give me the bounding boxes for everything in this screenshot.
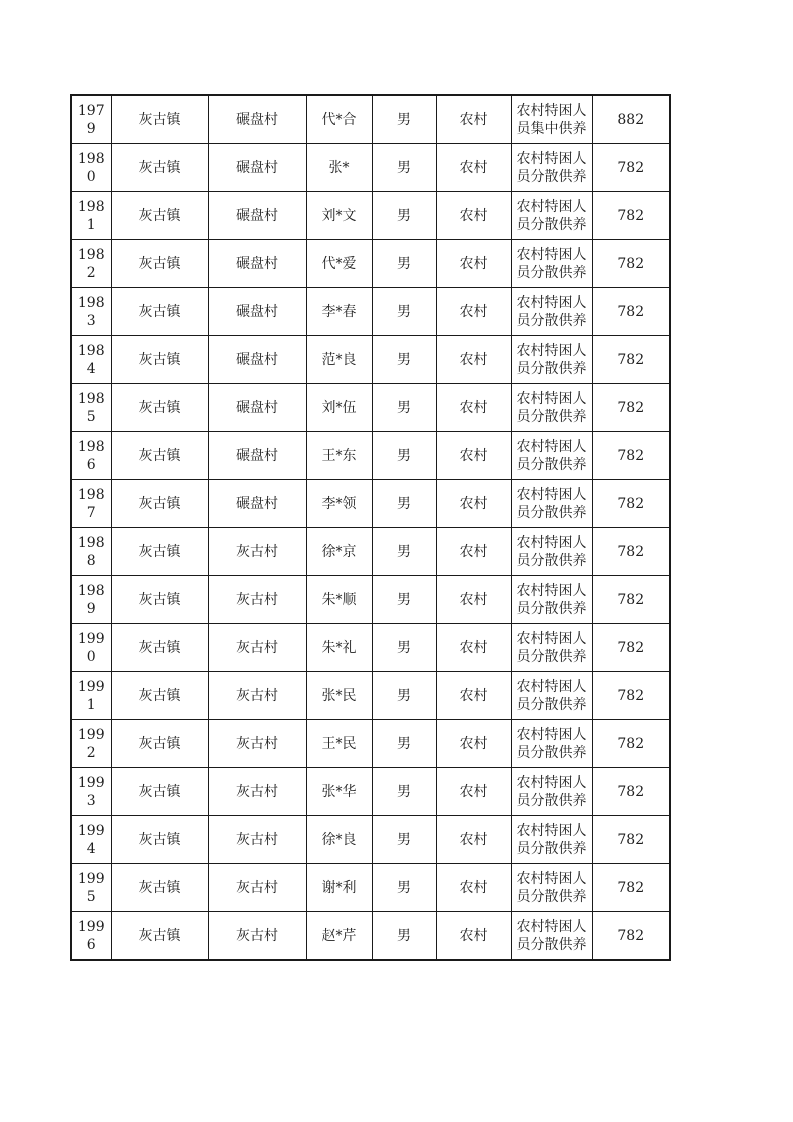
cell-support-category: 农村特困人员分散供养 (511, 192, 592, 240)
cell-support-category: 农村特困人员分散供养 (511, 432, 592, 480)
cell-amount: 882 (592, 95, 670, 144)
cell-village: 灰古村 (208, 768, 306, 816)
cell-region: 农村 (436, 95, 511, 144)
cell-region: 农村 (436, 864, 511, 912)
cell-support-category: 农村特困人员分散供养 (511, 480, 592, 528)
cell-amount: 782 (592, 240, 670, 288)
cell-name: 王*东 (306, 432, 372, 480)
cell-village: 灰古村 (208, 816, 306, 864)
cell-row-number: 1995 (71, 864, 111, 912)
cell-support-category: 农村特困人员分散供养 (511, 672, 592, 720)
cell-amount: 782 (592, 576, 670, 624)
cell-region: 农村 (436, 624, 511, 672)
cell-village: 碾盘村 (208, 288, 306, 336)
cell-row-number: 1991 (71, 672, 111, 720)
cell-amount: 782 (592, 144, 670, 192)
cell-town: 灰古镇 (111, 336, 208, 384)
cell-region: 农村 (436, 480, 511, 528)
cell-amount: 782 (592, 480, 670, 528)
cell-row-number: 1979 (71, 95, 111, 144)
table-row (71, 144, 670, 192)
cell-amount: 782 (592, 288, 670, 336)
cell-name: 朱*顺 (306, 576, 372, 624)
cell-region: 农村 (436, 240, 511, 288)
cell-gender: 男 (372, 480, 436, 528)
cell-region: 农村 (436, 432, 511, 480)
cell-village: 碾盘村 (208, 240, 306, 288)
cell-amount: 782 (592, 528, 670, 576)
cell-name: 徐*京 (306, 528, 372, 576)
cell-village: 碾盘村 (208, 480, 306, 528)
cell-town: 灰古镇 (111, 912, 208, 961)
table-row (71, 672, 670, 720)
cell-region: 农村 (436, 192, 511, 240)
cell-town: 灰古镇 (111, 528, 208, 576)
cell-name: 代*爱 (306, 240, 372, 288)
cell-amount: 782 (592, 384, 670, 432)
cell-village: 灰古村 (208, 864, 306, 912)
cell-amount: 782 (592, 192, 670, 240)
cell-village: 碾盘村 (208, 144, 306, 192)
cell-town: 灰古镇 (111, 672, 208, 720)
cell-gender: 男 (372, 672, 436, 720)
cell-village: 灰古村 (208, 672, 306, 720)
cell-village: 碾盘村 (208, 336, 306, 384)
cell-amount: 782 (592, 720, 670, 768)
cell-village: 灰古村 (208, 576, 306, 624)
cell-village: 碾盘村 (208, 384, 306, 432)
table-row (71, 528, 670, 576)
cell-village: 碾盘村 (208, 95, 306, 144)
table-row (71, 432, 670, 480)
cell-amount: 782 (592, 672, 670, 720)
cell-gender: 男 (372, 336, 436, 384)
cell-region: 农村 (436, 576, 511, 624)
cell-support-category: 农村特困人员分散供养 (511, 384, 592, 432)
cell-name: 王*民 (306, 720, 372, 768)
cell-gender: 男 (372, 144, 436, 192)
cell-amount: 782 (592, 864, 670, 912)
cell-region: 农村 (436, 288, 511, 336)
cell-region: 农村 (436, 720, 511, 768)
cell-name: 张*华 (306, 768, 372, 816)
cell-row-number: 1980 (71, 144, 111, 192)
cell-name: 张* (306, 144, 372, 192)
cell-town: 灰古镇 (111, 624, 208, 672)
cell-gender: 男 (372, 816, 436, 864)
cell-gender: 男 (372, 768, 436, 816)
cell-name: 李*春 (306, 288, 372, 336)
cell-amount: 782 (592, 624, 670, 672)
cell-name: 赵*芹 (306, 912, 372, 961)
cell-name: 范*良 (306, 336, 372, 384)
table-row (71, 240, 670, 288)
cell-name: 李*领 (306, 480, 372, 528)
cell-support-category: 农村特困人员分散供养 (511, 528, 592, 576)
cell-support-category: 农村特困人员分散供养 (511, 576, 592, 624)
cell-village: 灰古村 (208, 912, 306, 961)
cell-name: 徐*良 (306, 816, 372, 864)
cell-gender: 男 (372, 720, 436, 768)
table-row (71, 624, 670, 672)
cell-gender: 男 (372, 288, 436, 336)
cell-gender: 男 (372, 864, 436, 912)
cell-name: 朱*礼 (306, 624, 372, 672)
table-row (71, 768, 670, 816)
cell-gender: 男 (372, 384, 436, 432)
cell-gender: 男 (372, 576, 436, 624)
cell-row-number: 1986 (71, 432, 111, 480)
table-row (71, 816, 670, 864)
cell-row-number: 1983 (71, 288, 111, 336)
cell-town: 灰古镇 (111, 768, 208, 816)
cell-village: 碾盘村 (208, 192, 306, 240)
cell-support-category: 农村特困人员分散供养 (511, 912, 592, 961)
cell-village: 碾盘村 (208, 432, 306, 480)
cell-region: 农村 (436, 336, 511, 384)
cell-region: 农村 (436, 672, 511, 720)
cell-town: 灰古镇 (111, 720, 208, 768)
cell-gender: 男 (372, 240, 436, 288)
cell-region: 农村 (436, 528, 511, 576)
cell-village: 灰古村 (208, 720, 306, 768)
cell-row-number: 1990 (71, 624, 111, 672)
cell-row-number: 1993 (71, 768, 111, 816)
cell-region: 农村 (436, 912, 511, 961)
cell-name: 刘*伍 (306, 384, 372, 432)
cell-town: 灰古镇 (111, 864, 208, 912)
cell-support-category: 农村特困人员分散供养 (511, 816, 592, 864)
table-row (71, 288, 670, 336)
cell-gender: 男 (372, 528, 436, 576)
table-row (71, 336, 670, 384)
cell-village: 灰古村 (208, 624, 306, 672)
cell-name: 张*民 (306, 672, 372, 720)
cell-town: 灰古镇 (111, 384, 208, 432)
cell-row-number: 1985 (71, 384, 111, 432)
cell-amount: 782 (592, 912, 670, 961)
cell-gender: 男 (372, 432, 436, 480)
cell-row-number: 1989 (71, 576, 111, 624)
table-row (71, 912, 670, 961)
cell-town: 灰古镇 (111, 95, 208, 144)
subsidy-table (70, 94, 671, 961)
cell-gender: 男 (372, 912, 436, 961)
cell-row-number: 1992 (71, 720, 111, 768)
cell-village: 灰古村 (208, 528, 306, 576)
cell-amount: 782 (592, 768, 670, 816)
cell-row-number: 1987 (71, 480, 111, 528)
cell-amount: 782 (592, 432, 670, 480)
cell-region: 农村 (436, 768, 511, 816)
cell-amount: 782 (592, 816, 670, 864)
cell-name: 刘*文 (306, 192, 372, 240)
cell-region: 农村 (436, 144, 511, 192)
table-row (71, 384, 670, 432)
cell-amount: 782 (592, 336, 670, 384)
cell-gender: 男 (372, 624, 436, 672)
table-row (71, 95, 670, 144)
table-row (71, 480, 670, 528)
cell-support-category: 农村特困人员集中供养 (511, 95, 592, 144)
cell-row-number: 1982 (71, 240, 111, 288)
table-row (71, 864, 670, 912)
cell-town: 灰古镇 (111, 240, 208, 288)
cell-town: 灰古镇 (111, 288, 208, 336)
cell-name: 谢*利 (306, 864, 372, 912)
cell-row-number: 1981 (71, 192, 111, 240)
cell-gender: 男 (372, 95, 436, 144)
cell-region: 农村 (436, 384, 511, 432)
cell-support-category: 农村特困人员分散供养 (511, 240, 592, 288)
table-row (71, 720, 670, 768)
cell-support-category: 农村特困人员分散供养 (511, 144, 592, 192)
cell-town: 灰古镇 (111, 480, 208, 528)
cell-row-number: 1984 (71, 336, 111, 384)
cell-town: 灰古镇 (111, 576, 208, 624)
cell-town: 灰古镇 (111, 192, 208, 240)
cell-row-number: 1994 (71, 816, 111, 864)
cell-support-category: 农村特困人员分散供养 (511, 720, 592, 768)
cell-support-category: 农村特困人员分散供养 (511, 768, 592, 816)
cell-support-category: 农村特困人员分散供养 (511, 624, 592, 672)
cell-name: 代*合 (306, 95, 372, 144)
cell-town: 灰古镇 (111, 816, 208, 864)
cell-support-category: 农村特困人员分散供养 (511, 336, 592, 384)
cell-town: 灰古镇 (111, 432, 208, 480)
table-row (71, 192, 670, 240)
cell-support-category: 农村特困人员分散供养 (511, 864, 592, 912)
table-row (71, 576, 670, 624)
cell-town: 灰古镇 (111, 144, 208, 192)
cell-row-number: 1988 (71, 528, 111, 576)
table-body (71, 95, 670, 960)
cell-row-number: 1996 (71, 912, 111, 961)
cell-gender: 男 (372, 192, 436, 240)
cell-region: 农村 (436, 816, 511, 864)
cell-support-category: 农村特困人员分散供养 (511, 288, 592, 336)
